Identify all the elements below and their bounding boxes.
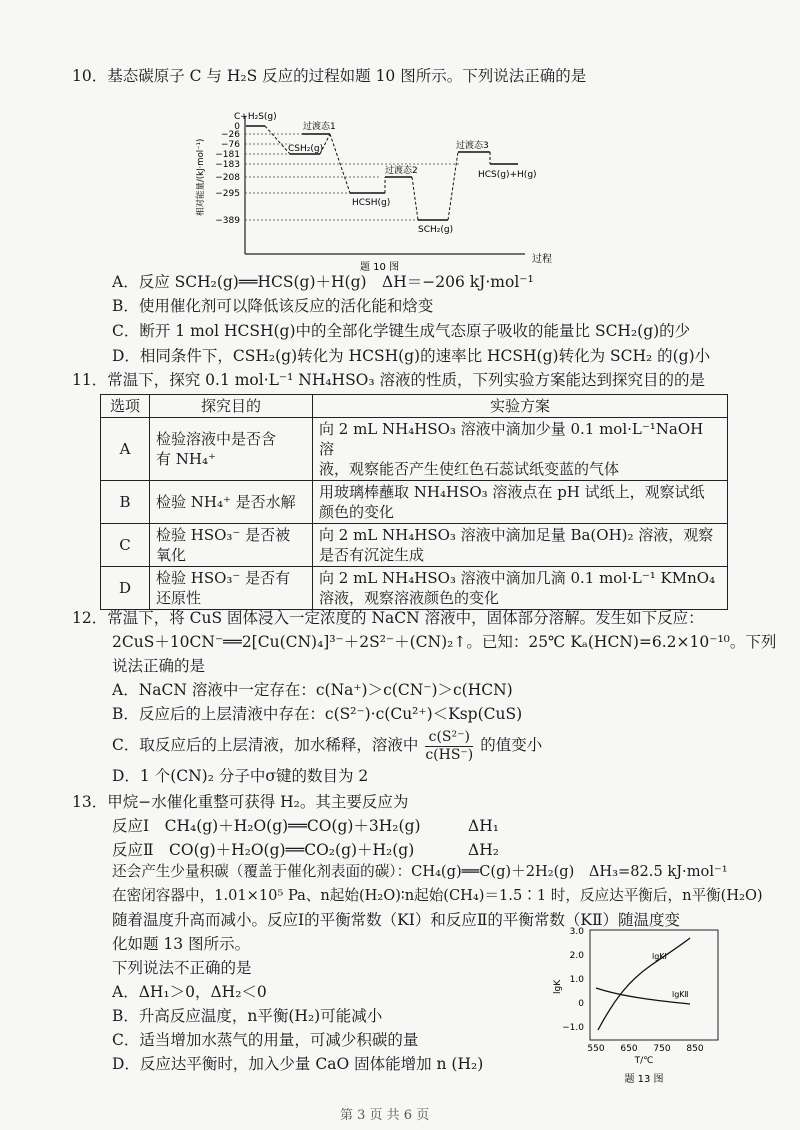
q12-option-c-post: 的值变小 (480, 736, 543, 754)
table-row (101, 481, 728, 524)
q10-label-ts3: 过渡态3 (456, 141, 489, 151)
q10-label-hcsh: HCSH(g) (352, 198, 391, 208)
q13-line-3: 还会产生少量积碳（覆盖于催化剂表面的碳）：CH₄(g)══C(g)＋2H₂(g) ΔH₃=82.5 kJ·mol⁻¹ (112, 863, 728, 880)
q10-tick: −181 (215, 150, 240, 160)
q12-option-a: A．NaCN 溶液中一定存在：c(Na⁺)＞c(CN⁻)＞c(HCN) (112, 681, 513, 699)
table-row (101, 524, 728, 567)
q10-xlabel: 过程 (532, 254, 552, 265)
q10-option-d: D．相同条件下，CSH₂(g)转化为 HCSH(g)的速率比 HCSH(g)转化为 SCH₂ 的(g)小 (112, 347, 711, 365)
q10-tick: −76 (221, 140, 240, 150)
q10-label-sch2: SCH₂(g) (418, 225, 454, 235)
q11-table (100, 394, 728, 610)
q13-xtick: 850 (686, 1044, 704, 1054)
q13-reaction-2: 反应Ⅱ CO(g)＋H₂O(g)══CO₂(g)＋H₂(g) (112, 841, 415, 859)
q13-option-d: D．反应达平衡时，加入少量 CaO 固体能增加 n (H₂) (112, 1055, 484, 1073)
q10-tick: −389 (215, 216, 240, 226)
q11-row-purpose: 检验溶液中是否含 有 NH₄⁺ (150, 418, 313, 481)
q13-xtick: 650 (620, 1044, 638, 1054)
page-footer: 第 3 页 共 6 页 (340, 1108, 430, 1123)
q13-ytick: 2.0 (569, 951, 584, 961)
q11-header-purpose: 探究目的 (150, 395, 313, 418)
q10-label-end: HCS(g)+H(g) (478, 170, 537, 180)
q10-label-csh2: CSH₂(g) (288, 144, 324, 154)
q13-option-b: B．升高反应温度，n平衡(H₂)可能减小 (112, 1007, 383, 1025)
q10-energy-diagram (190, 106, 570, 274)
q13-line-6: 化如题 13 图所示。 (112, 935, 251, 953)
q13-line-7: 下列说法不正确的是 (112, 959, 252, 977)
q11-row-option: B (101, 481, 150, 524)
q11-row-option: A (101, 418, 150, 481)
q10-tick: 0 (234, 122, 240, 132)
table-row (101, 567, 728, 610)
q13-lgk-chart (540, 926, 730, 1086)
q13-option-a: A．ΔH₁＞0，ΔH₂＜0 (112, 983, 267, 1001)
q13-ylabel: lgK (553, 979, 563, 994)
q10-caption: 题 10 图 (360, 262, 400, 273)
q11-row-purpose: 检验 HSO₃⁻ 是否有 还原性 (150, 567, 313, 610)
q13-legend-lgk1: lgKⅠ (652, 952, 667, 961)
q11-row-plan: 向 2 mL NH₄HSO₃ 溶液中滴加少量 0.1 mol·L⁻¹NaOH 溶 液，观察能否产生使红色石蕊试纸变蓝的气体 (313, 418, 728, 481)
q13-reaction-1: 反应Ⅰ CH₄(g)＋H₂O(g)══CO(g)＋3H₂(g) (112, 817, 421, 835)
q13-stem: 13．甲烷−水催化重整可获得 H₂。其主要反应为 (72, 793, 409, 811)
q13-ytick: −1.0 (562, 1023, 584, 1033)
q13-series-lgk1 (598, 938, 690, 1030)
q13-line-5: 随着温度升高而减小。反应Ⅰ的平衡常数（KⅠ）和反应Ⅱ的平衡常数（KⅡ）随温度变 (112, 911, 680, 929)
q10-tick: −295 (215, 189, 240, 199)
q11-header-plan: 实验方案 (313, 395, 728, 418)
table-row (101, 418, 728, 481)
q13-reaction-1-dh: ΔH₁ (468, 817, 499, 835)
q13-xlabel: T/℃ (634, 1056, 654, 1066)
q13-ytick: 1.0 (569, 975, 584, 985)
q11-row-option: C (101, 524, 150, 567)
q12-stem-line3: 说法正确的是 (112, 657, 206, 675)
q11-row-option: D (101, 567, 150, 610)
q10-tick: −183 (215, 160, 240, 170)
q13-xtick: 550 (587, 1044, 605, 1054)
q12-option-c-fraction (425, 729, 473, 764)
q13-line-4: 在密闭容器中，1.01×10⁵ Pa、n起始(H₂O)∶n起始(CH₄)＝1.5∶1 时，反应达平衡后，n平衡(H₂O) (112, 887, 763, 904)
q11-row-plan: 用玻璃棒蘸取 NH₄HSO₃ 溶液点在 pH 试纸上，观察试纸 颜色的变化 (313, 481, 728, 524)
q11-row-plan: 向 2 mL NH₄HSO₃ 溶液中滴加足量 Ba(OH)₂ 溶液，观察 是否有沉淀生成 (313, 524, 728, 567)
q10-tick: −208 (215, 173, 240, 183)
q13-ytick: 0 (578, 999, 584, 1009)
q12-option-c (112, 726, 542, 764)
q12-stem-line2: 2CuS＋10CN⁻══2[Cu(CN)₄]³⁻＋2S²⁻＋(CN)₂↑。已知：25℃ Kₐ(HCN)=6.2×10⁻¹⁰。下列 (112, 633, 777, 651)
q13-reaction-2-dh: ΔH₂ (468, 841, 499, 859)
q10-option-c: C．断开 1 mol HCSH(g)中的全部化学键生成气态原子吸收的能量比 SCH₂(g)的少 (112, 322, 691, 340)
q10-label-ts1: 过渡态1 (303, 122, 336, 132)
q11-row-plan: 向 2 mL NH₄HSO₃ 溶液中滴加几滴 0.1 mol·L⁻¹ KMnO₄ 溶液，观察溶液颜色的变化 (313, 567, 728, 610)
q13-caption: 题 13 图 (624, 1074, 664, 1085)
q11-header-option: 选项 (101, 395, 150, 418)
q10-option-a: A．反应 SCH₂(g)══HCS(g)＋H(g) ΔH＝−206 kJ·mol⁻¹ (112, 273, 534, 291)
q12-option-c-pre: C．取反应后的上层清液，加水稀释，溶液中 (112, 736, 419, 754)
fraction-numerator: c(S²⁻) (425, 729, 473, 747)
q11-stem: 11．常温下，探究 0.1 mol·L⁻¹ NH₄HSO₃ 溶液的性质，下列实验方案能达到探究目的的是 (72, 371, 706, 389)
q10-option-b: B．使用催化剂可以降低该反应的活化能和焓变 (112, 297, 434, 315)
q10-tick: −26 (221, 130, 240, 140)
q10-label-start: C+H₂S(g) (234, 112, 277, 122)
q13-option-c: C．适当增加水蒸气的用量，可减少积碳的量 (112, 1031, 419, 1049)
q10-label-ts2: 过渡态2 (385, 166, 418, 176)
q12-stem-line1: 12．常温下，将 CuS 固体浸入一定浓度的 NaCN 溶液中，固体部分溶解。发生如下反应： (72, 609, 704, 627)
q10-ylabel: 相对能量/(kJ·mol⁻¹) (196, 138, 206, 216)
q11-row-purpose: 检验 HSO₃⁻ 是否被 氧化 (150, 524, 313, 567)
q10-stem: 10．基态碳原子 C 与 H₂S 反应的过程如题 10 图所示。下列说法正确的是 (72, 67, 587, 85)
q12-option-d: D．1 个(CN)₂ 分子中σ键的数目为 2 (112, 767, 369, 785)
q11-row-purpose: 检验 NH₄⁺ 是否水解 (150, 481, 313, 524)
q13-ytick: 3.0 (569, 927, 584, 937)
q13-legend-lgk2: lgKⅡ (672, 990, 689, 999)
q12-option-b: B．反应后的上层清液中存在：c(S²⁻)·c(Cu²⁺)＜Ksp(CuS) (112, 705, 523, 723)
q13-xtick: 750 (653, 1044, 671, 1054)
fraction-denominator: c(HS⁻) (425, 746, 474, 763)
